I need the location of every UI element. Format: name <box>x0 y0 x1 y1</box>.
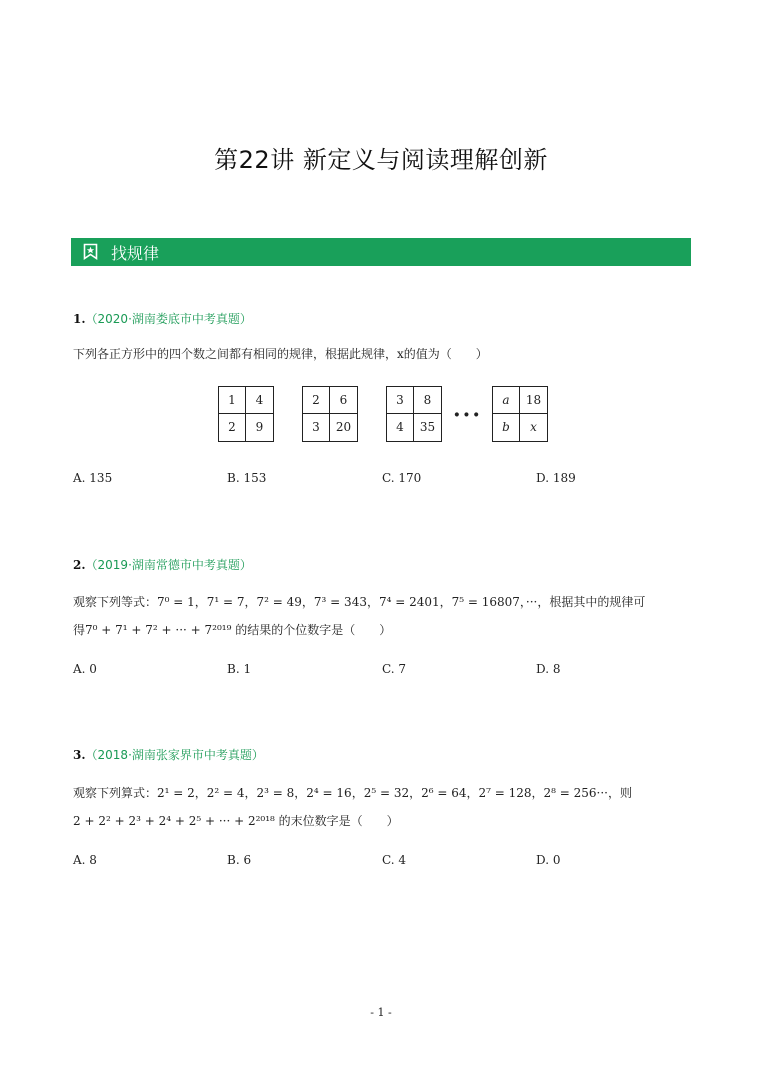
square-cell: x <box>530 420 537 434</box>
square-cell: 35 <box>419 420 436 434</box>
section-title: 找规律 <box>111 244 160 263</box>
square-cell: b <box>493 414 520 441</box>
option-c[interactable]: C. 4 <box>382 853 407 867</box>
ellipsis: ··· <box>453 402 482 428</box>
option-c[interactable]: C. 7 <box>382 662 407 676</box>
question-3-line-1: 观察下列算式：2¹ = 2，2² = 4，2³ = 8，2⁴ = 16，2⁵ = 32，2⁶ = 64，2⁷ = 128，2⁸ = 256···，则 <box>73 786 632 800</box>
question-source: （2018·湖南张家界市中考真题） <box>85 748 264 762</box>
question-1-header <box>73 310 252 327</box>
square-cell: 6 <box>330 387 357 414</box>
number-square-1 <box>218 386 274 442</box>
square-cell: 2 <box>303 387 330 414</box>
number-square-4 <box>492 386 548 442</box>
question-1-text: 下列各正方形中的四个数之间都有相同的规律，根据此规律，x的值为（ ） <box>73 347 488 361</box>
question-2-header <box>73 556 252 573</box>
option-b[interactable]: B. 153 <box>227 471 267 485</box>
square-cell: 2 <box>219 414 246 441</box>
page-title: 第22讲 新定义与阅读理解创新 <box>214 146 548 174</box>
square-cell: 9 <box>255 420 264 434</box>
number-square-3 <box>386 386 442 442</box>
square-cell: 1 <box>219 387 246 414</box>
square-cell: 3 <box>303 414 330 441</box>
question-2-line-1: 观察下列等式：7⁰ = 1，7¹ = 7，7² = 49，7³ = 343，7⁴ = 2401，7⁵ = 16807，···，根据其中的规律可 <box>73 595 646 609</box>
question-source: （2020·湖南娄底市中考真题） <box>85 312 252 326</box>
option-d[interactable]: D. 189 <box>536 471 576 485</box>
option-b[interactable]: B. 1 <box>227 662 252 676</box>
section-header <box>71 238 691 266</box>
option-d[interactable]: D. 8 <box>536 662 561 676</box>
square-cell: a <box>493 387 520 414</box>
question-source: （2019·湖南常德市中考真题） <box>85 558 252 572</box>
option-d[interactable]: D. 0 <box>536 853 561 867</box>
option-a[interactable]: A. 0 <box>73 662 97 676</box>
page-number: - 1 - <box>370 1006 392 1019</box>
question-2-line-2: 得7⁰ + 7¹ + 7² + ··· + 7²⁰¹⁹ 的结果的个位数字是（ ） <box>73 623 392 637</box>
question-number: 3. <box>73 748 86 762</box>
option-c[interactable]: C. 170 <box>382 471 422 485</box>
option-a[interactable]: A. 135 <box>73 471 113 485</box>
bookmark-star-icon <box>83 243 98 260</box>
option-a[interactable]: A. 8 <box>73 853 97 867</box>
question-number: 1. <box>73 312 86 326</box>
square-cell: 4 <box>387 414 414 441</box>
square-cell: 3 <box>387 387 414 414</box>
number-square-2 <box>302 386 358 442</box>
question-3-line-2: 2 + 2² + 2³ + 2⁴ + 2⁵ + ··· + 2²⁰¹⁸ 的末位数字是（ ） <box>73 814 399 828</box>
square-cell: 8 <box>414 387 441 414</box>
question-3-header <box>73 746 264 763</box>
square-cell: 20 <box>335 420 352 434</box>
question-number: 2. <box>73 558 86 572</box>
square-cell: 18 <box>520 387 547 414</box>
option-b[interactable]: B. 6 <box>227 853 252 867</box>
square-cell: 4 <box>246 387 273 414</box>
